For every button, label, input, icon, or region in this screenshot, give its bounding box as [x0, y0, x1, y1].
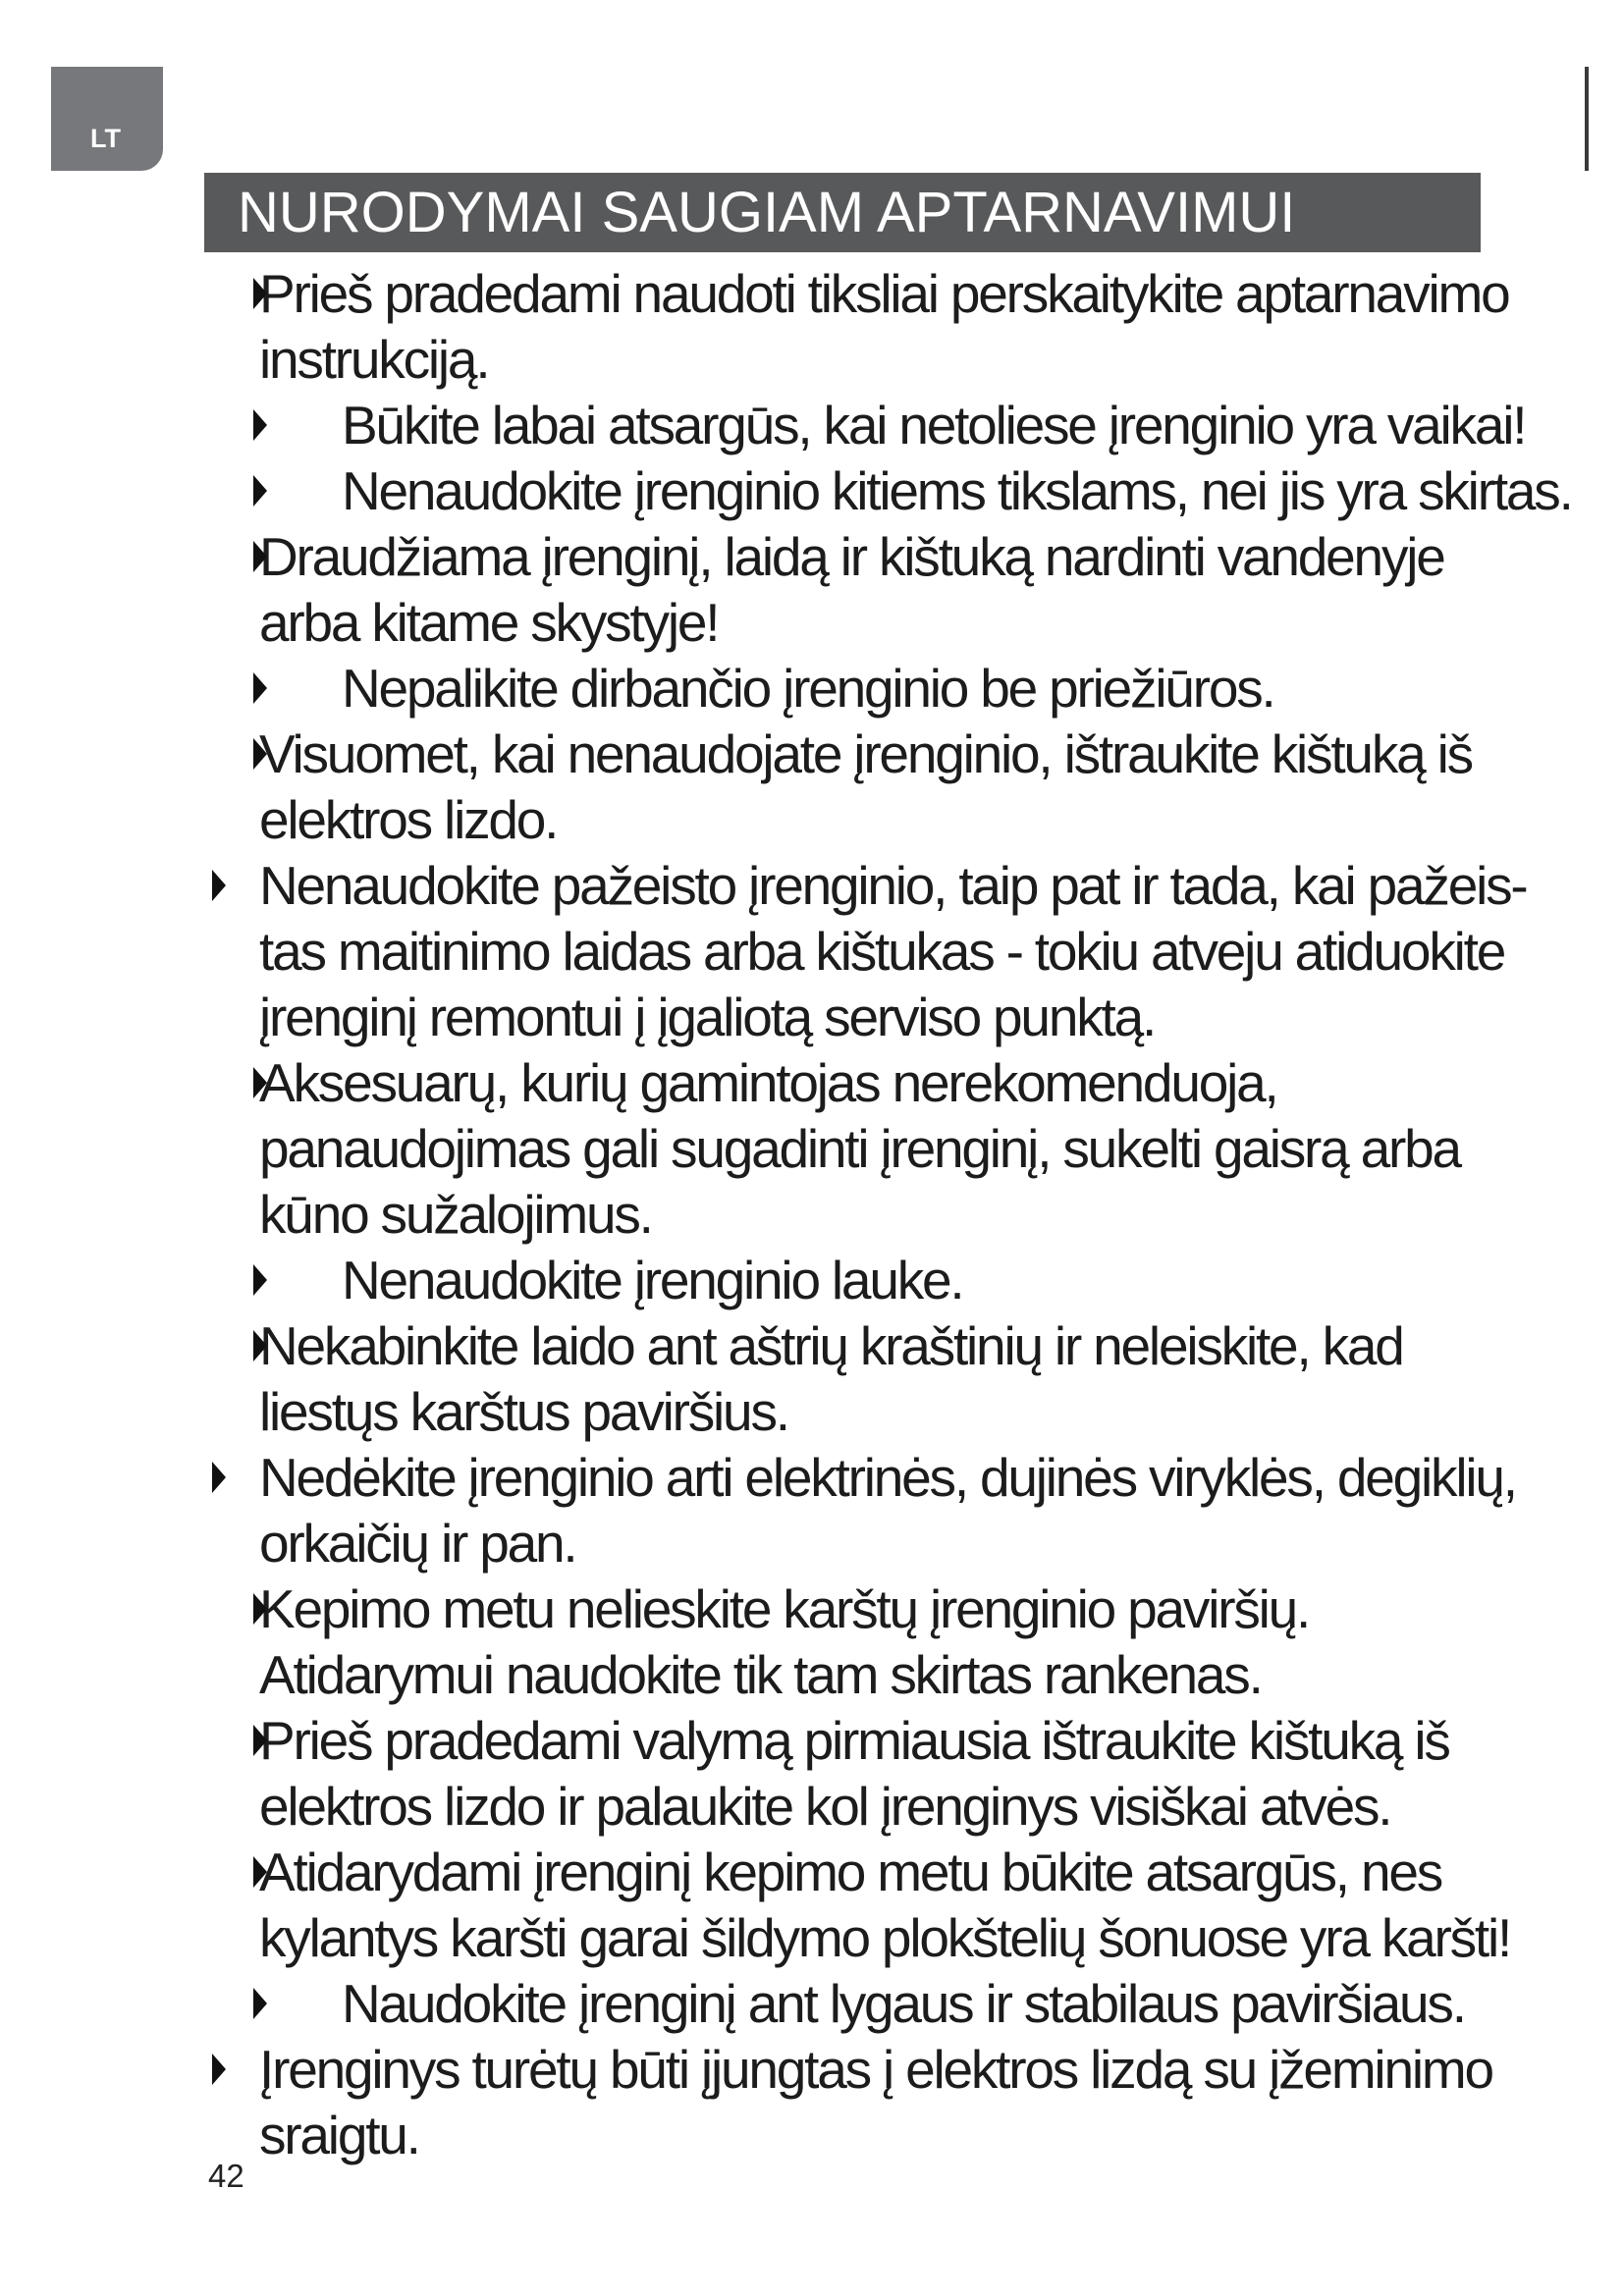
- bullet-arrow-icon: [212, 870, 226, 901]
- bullet-arrow-icon: [253, 1067, 267, 1098]
- instruction-text: Būkite labai atsargūs, kai netoliese įrenginio yra vaikai!: [342, 395, 1526, 455]
- instruction-text: Kepimo metu nelieskite karštų įrenginio paviršių. Atidarymui naudokite tik tam skirtas rankenas.: [259, 1578, 1310, 1705]
- bullet-arrow-icon: [253, 1725, 267, 1756]
- instruction-item: [0, 721, 1624, 853]
- instruction-text: Nenaudokite įrenginio kitiems tikslams, nei jis yra skirtas.: [342, 460, 1572, 521]
- bullet-arrow-icon: [253, 1988, 267, 2019]
- bullet-arrow-icon: [253, 1330, 267, 1362]
- instruction-item: [0, 524, 1624, 656]
- language-tab: LT: [51, 67, 163, 171]
- page-number: 42: [208, 2158, 244, 2194]
- page-edge-marker: [1585, 67, 1589, 171]
- instruction-item: [0, 1971, 1624, 2037]
- safety-instructions-list: [0, 261, 1624, 2168]
- bullet-arrow-icon: [253, 278, 267, 309]
- instruction-text: Įrenginys turėtų būti įjungtas į elektros lizdą su įžeminimo sraigtu.: [259, 2039, 1492, 2165]
- instruction-item: [0, 2037, 1624, 2168]
- bullet-arrow-icon: [253, 672, 267, 704]
- instruction-text: Visuomet, kai nenaudojate įrenginio, ištraukite kištuką iš elektros lizdo.: [259, 723, 1472, 850]
- instruction-item: [0, 1248, 1624, 1313]
- instruction-item: [0, 393, 1624, 458]
- instruction-text: Aksesuarų, kurių gamintojas nerekomenduoja, panaudojimas gali sugadinti įrenginį, sukelti gaisrą arba kūno sužalojimus.: [259, 1052, 1460, 1245]
- instruction-text: Nekabinkite laido ant aštrių kraštinių ir neleiskite, kad liestųs karštus paviršius.: [259, 1315, 1403, 1442]
- instruction-text: Nenaudokite įrenginio lauke.: [342, 1250, 963, 1310]
- instruction-item: [0, 1050, 1624, 1248]
- section-title: NURODYMAI SAUGIAM APTARNAVIMUI: [204, 173, 1481, 252]
- instruction-item: [0, 1445, 1624, 1576]
- bullet-arrow-icon: [253, 738, 267, 770]
- instruction-item: [0, 853, 1624, 1050]
- instruction-item: [0, 1840, 1624, 1971]
- instruction-text: Prieš pradedami valymą pirmiausia ištraukite kištuką iš elektros lizdo ir palaukite kol įrenginys visiškai atvės.: [259, 1710, 1449, 1837]
- instruction-item: [0, 1576, 1624, 1708]
- bullet-arrow-icon: [253, 1264, 267, 1296]
- instruction-item: [0, 1313, 1624, 1445]
- instruction-text: Naudokite įrenginį ant lygaus ir stabilaus paviršiaus.: [342, 1973, 1465, 2034]
- instruction-item: [0, 458, 1624, 524]
- bullet-arrow-icon: [212, 2054, 226, 2085]
- bullet-arrow-icon: [253, 1593, 267, 1625]
- instruction-text: Draudžiama įrenginį, laidą ir kištuką nardinti vandenyje arba kitame skystyje!: [259, 526, 1444, 653]
- instruction-item: [0, 656, 1624, 721]
- bullet-arrow-icon: [253, 1856, 267, 1888]
- instruction-item: [0, 1708, 1624, 1840]
- bullet-arrow-icon: [212, 1462, 226, 1493]
- instruction-text: Nenaudokite pažeisto įrenginio, taip pat ir tada, kai pažeis-tas maitinimo laidas arba kištukas - tokiu atveju atiduokite įrenginį remontui į įgaliotą serviso punktą.: [259, 855, 1527, 1047]
- bullet-arrow-icon: [253, 541, 267, 572]
- instruction-item: [0, 261, 1624, 393]
- bullet-arrow-icon: [253, 475, 267, 507]
- instruction-text: Nepalikite dirbančio įrenginio be priežiūros.: [342, 658, 1274, 719]
- bullet-arrow-icon: [253, 409, 267, 441]
- instruction-text: Atidarydami įrenginį kepimo metu būkite atsargūs, nes kylantys karšti garai šildymo plokštelių šonuose yra karšti!: [259, 1842, 1511, 1968]
- instruction-text: Prieš pradedami naudoti tiksliai perskaitykite aptarnavimo instrukciją.: [259, 263, 1509, 390]
- instruction-text: Nedėkite įrenginio arti elektrinės, dujinės viryklės, degiklių, orkaičių ir pan.: [259, 1447, 1516, 1574]
